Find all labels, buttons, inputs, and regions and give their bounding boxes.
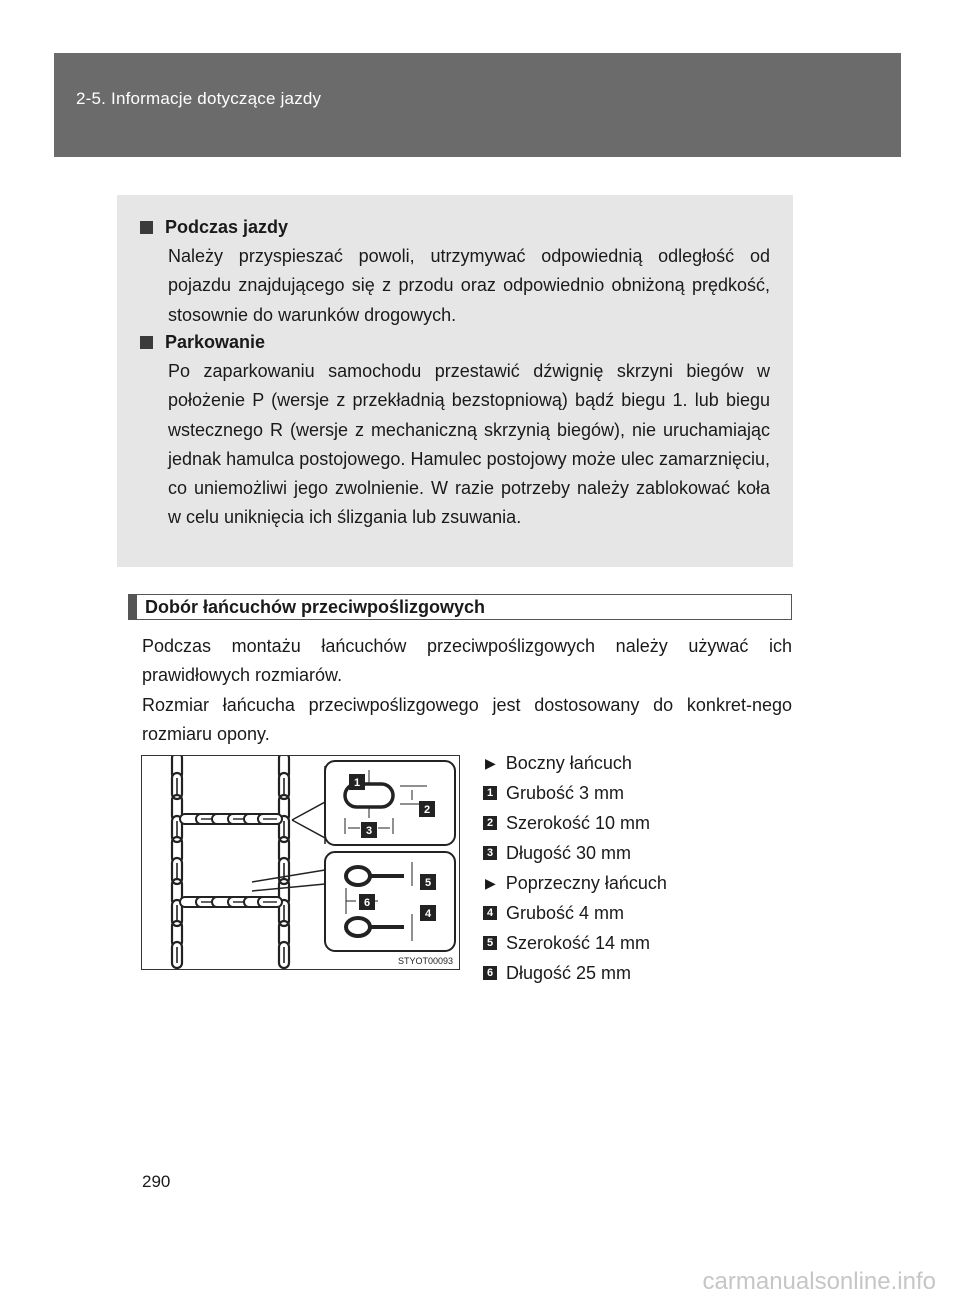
svg-text:6: 6 [363,897,371,909]
note-driving [140,213,770,330]
callout-1 [349,774,365,790]
square-bullet-icon [140,336,153,349]
left-side-chain [172,756,182,968]
subsection-heading [128,594,792,620]
watermark: carmanualsonline.info [702,1268,936,1295]
legend-item: 5 Szerokość 14 mm [483,928,763,958]
number-badge: 5 [483,936,497,950]
callout-3 [361,822,377,838]
legend-item: 1 Grubość 3 mm [483,778,763,808]
note-parking [140,328,770,533]
legend-item: 3 Długość 30 mm [483,838,763,868]
note-body: Po zaparkowaniu samochodu przestawić dźwignię skrzyni biegów w położenie P (wersje z przekładnią bezstopniową) bądź biegu 1. lub biegu wstecznego R (wersje z mechaniczną skrzynią biegów), nie uruchamiając jednak hamulca postojowego. Hamulec postojowy może ulec zamarznięciu, co uniemożliwi jego zwolnienie. W razie potrzeby należy zablokować koła w celu uniknięcia ich ślizgania lub zsuwania. [168,361,770,528]
section-header-bar [54,53,901,157]
svg-text:4: 4 [424,908,432,920]
svg-text:1: 1 [353,777,361,789]
paragraph: Rozmiar łańcucha przeciwpoślizgowego jest dostosowany do konkret-nego rozmiaru opony. [142,694,792,744]
note-body: Należy przyspieszać powoli, utrzymywać odpowiednią odległość od pojazdu znajdującego się z przodu oraz odpowiednio obniżoną prędkość, stosownie do warunków drogowych. [168,246,770,325]
info-box [117,195,793,567]
triangle-right-icon: ▶ [485,754,496,771]
heading-bar [129,595,137,619]
chain-size-legend [483,748,763,988]
number-badge: 3 [483,846,497,860]
number-badge: 4 [483,906,497,920]
callout-2 [419,801,435,817]
svg-text:5: 5 [424,877,432,889]
legend-item: 6 Długość 25 mm [483,958,763,988]
snow-chain-illustration [141,755,460,970]
number-badge: 2 [483,816,497,830]
subsection-title: Dobór łańcuchów przeciwpoślizgowych [145,596,486,617]
detail-box-cross-chain [325,852,455,951]
square-bullet-icon [140,221,153,234]
note-title: Podczas jazdy [165,217,289,237]
legend-item: 2 Szerokość 10 mm [483,808,763,838]
intro-text [142,632,792,749]
legend-item: 4 Grubość 4 mm [483,898,763,928]
cross-chain-lower [180,897,282,907]
page-number: 290 [142,1172,171,1191]
legend-group-heading: ▶ Poprzeczny łańcuch [485,872,667,893]
figure-code: STYOT00093 [397,956,453,966]
svg-text:3: 3 [365,825,373,837]
right-side-chain [279,756,289,968]
svg-text:2: 2 [423,804,431,816]
paragraph: Podczas montażu łańcuchów przeciwpoślizgowych należy używać ich prawidłowych rozmiarów. [142,636,792,686]
note-title: Parkowanie [165,332,266,352]
legend-group-heading: ▶ Boczny łańcuch [485,752,632,773]
callout-5 [420,874,436,890]
triangle-right-icon: ▶ [485,874,496,891]
section-title: 2-5. Informacje dotyczące jazdy [76,89,322,108]
cross-chain-upper [180,814,282,824]
number-badge: 1 [483,786,497,800]
callout-4 [420,905,436,921]
chain-diagram [142,756,459,969]
number-badge: 6 [483,966,497,980]
callout-6 [359,894,375,910]
